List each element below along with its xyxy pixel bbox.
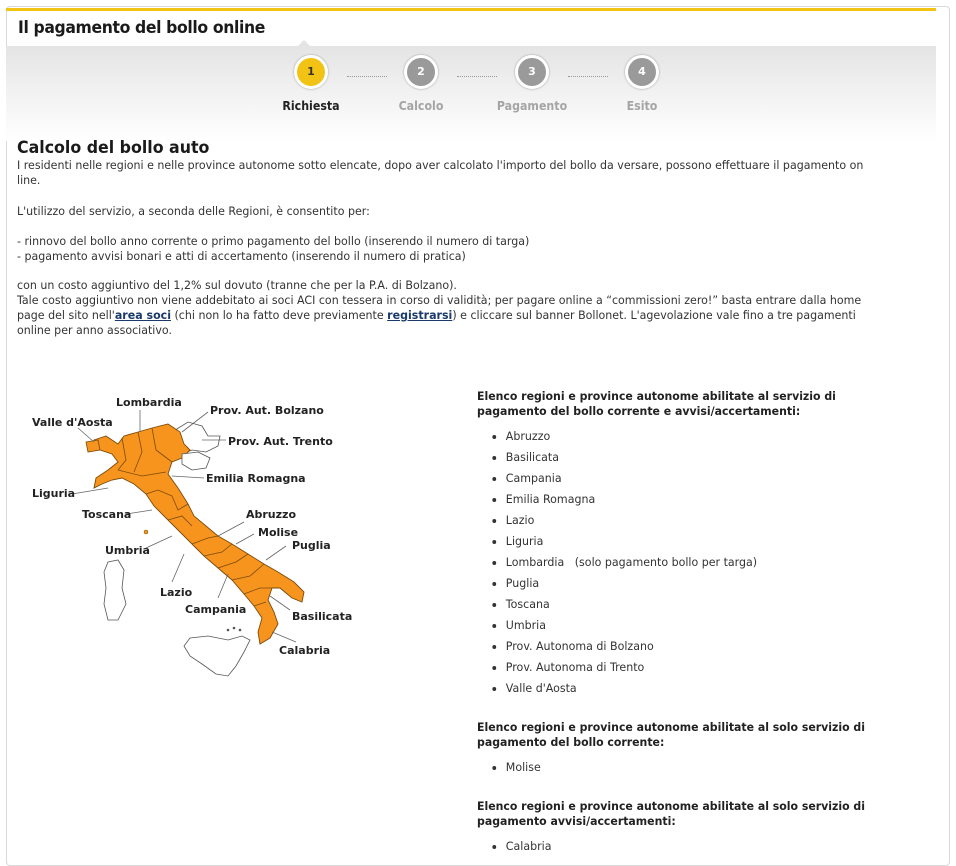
- area-soci-link[interactable]: area soci: [114, 308, 171, 322]
- step-calcolo: [376, 55, 466, 113]
- list-title-current-only: Elenco regioni e province autonome abilitate al solo servizio di pagamento del bollo corrente:: [477, 720, 865, 749]
- map-label: Abruzzo: [246, 508, 297, 521]
- step-number: 4: [625, 55, 659, 89]
- step-esito: [597, 55, 687, 113]
- regions-list-full-service: [477, 426, 757, 699]
- accent-bar: [6, 8, 936, 11]
- list-item: • Valle d'Aosta: [506, 678, 757, 699]
- cost-text: con un costo aggiuntivo del 1,2% sul dovuto (tranne che per la P.A. di Bolzano).: [17, 278, 457, 292]
- list-item: • Prov. Autonoma di Trento: [506, 657, 757, 678]
- map-label: Basilicata: [292, 610, 352, 623]
- list-item: • Toscana: [506, 594, 757, 615]
- italy-regions-map: [22, 392, 352, 692]
- step-label: Pagamento: [496, 99, 568, 113]
- step-number: 2: [404, 55, 438, 89]
- aci-text-part: Tale costo aggiuntivo non viene addebitato ai soci ACI con tessera in corso di validità; per pagare online a “commissioni zero!” basta entrare dalla home page del sito nell': [17, 293, 862, 322]
- step-label: Calcolo: [398, 99, 444, 113]
- map-label: Prov. Aut. Bolzano: [210, 404, 324, 417]
- usage-text: L'utilizzo del servizio, a seconda delle Regioni, è consentito per:: [17, 204, 370, 218]
- list-item: • Basilicata: [506, 447, 757, 468]
- aci-text: [17, 293, 886, 338]
- usage-item-notices: - pagamento avvisi bonari e atti di accertamento (inserendo il numero di pratica): [17, 249, 466, 263]
- list-item: • Liguria: [506, 531, 757, 552]
- aci-text-part: ) e cliccare sul banner Bollonet. L'agevolazione vale fino a tre pagamenti online per anno associativo.: [17, 308, 856, 337]
- aci-text-part: (chi non lo ha fatto deve previamente: [170, 308, 388, 322]
- list-item: • Calabria: [506, 836, 552, 857]
- list-item: • Puglia: [506, 573, 757, 594]
- map-label: Valle d'Aosta: [32, 416, 113, 429]
- active-step-notch: [297, 40, 311, 47]
- list-item: • Molise: [506, 757, 541, 778]
- list-item: • Lombardia (solo pagamento bollo per targa): [506, 552, 757, 573]
- map-label: Liguria: [32, 487, 76, 500]
- map-label: Toscana: [82, 508, 132, 521]
- map-label: Umbria: [105, 544, 150, 557]
- list-item: • Abruzzo: [506, 426, 757, 447]
- map-label: Lazio: [160, 586, 193, 599]
- step-label: Esito: [626, 99, 658, 113]
- intro-text: I residenti nelle regioni e nelle province autonome sotto elencate, dopo aver calcolato l'importo del bollo da versare, possono effettuare il pagamento on line.: [17, 158, 864, 187]
- regions-list-notices-only: [477, 836, 551, 857]
- list-item: • Umbria: [506, 615, 757, 636]
- map-label: Emilia Romagna: [206, 472, 306, 485]
- list-title-notices-only: Elenco regioni e province autonome abilitate al solo servizio di pagamento avvisi/accertamenti:: [477, 799, 865, 828]
- map-label: Campania: [185, 603, 247, 616]
- list-item: • Emilia Romagna: [506, 489, 757, 510]
- map-label: Calabria: [279, 644, 331, 657]
- list-item: • Lazio: [506, 510, 757, 531]
- list-item: • Campania: [506, 468, 757, 489]
- section-heading: Calcolo del bollo auto: [17, 138, 210, 158]
- registrarsi-link[interactable]: registrarsi: [387, 308, 453, 322]
- steps-band: [6, 46, 936, 141]
- map-label: Lombardia: [116, 396, 182, 409]
- step-pagamento: [487, 55, 577, 113]
- step-number: 3: [515, 55, 549, 89]
- page-title: Il pagamento del bollo online: [18, 18, 265, 38]
- usage-item-renewal: - rinnovo del bollo anno corrente o primo pagamento del bollo (inserendo il numero di targa): [17, 234, 530, 248]
- map-label: Prov. Aut. Trento: [228, 435, 333, 448]
- map-label: Molise: [258, 526, 299, 539]
- step-richiesta: [266, 55, 356, 113]
- list-title-full-service: Elenco regioni e province autonome abilitate al servizio di pagamento del bollo corrente e avvisi/accertamenti:: [477, 389, 836, 418]
- map-label: Puglia: [292, 539, 331, 552]
- regions-list-current-only: [477, 757, 541, 778]
- list-item: • Prov. Autonoma di Bolzano: [506, 636, 757, 657]
- step-number: 1: [294, 55, 328, 89]
- step-label: Richiesta: [282, 99, 340, 113]
